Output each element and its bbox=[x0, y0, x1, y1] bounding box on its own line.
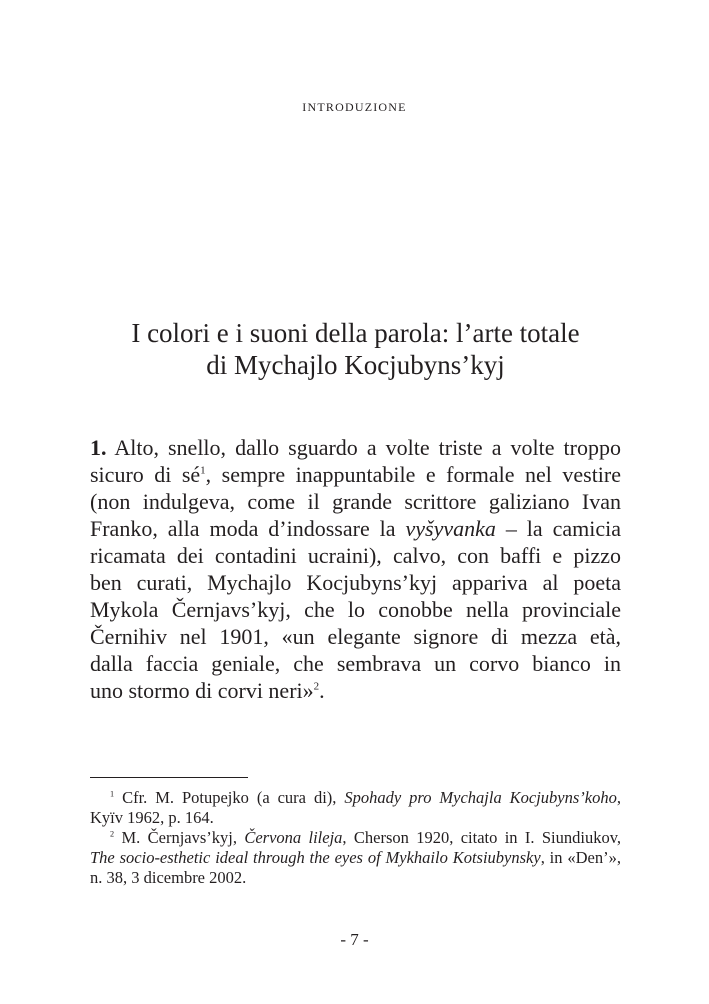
paragraph-line bbox=[90, 488, 621, 515]
footnote-text: M. Černjavs’kyj, bbox=[114, 828, 245, 847]
footnote-text: Kyïv 1962, p. 164. bbox=[90, 808, 214, 827]
italic-term: vyšyvanka bbox=[405, 516, 496, 541]
footnote-marker: 2 bbox=[110, 829, 115, 839]
chapter-title bbox=[90, 317, 621, 381]
footnote-2-line bbox=[90, 848, 621, 868]
footnote-2-line bbox=[90, 828, 621, 848]
paragraph-text: ricamata dei contadini ucraini), calvo, con baffi e pizzo bbox=[90, 543, 621, 568]
paragraph-text: Franko, alla moda d’indossare la bbox=[90, 516, 406, 541]
footnote-text: , in «Den’», bbox=[540, 848, 621, 867]
paragraph-text: ben curati, Mychajlo Kocjubyns’kyj appariva al poeta bbox=[90, 570, 621, 595]
footnote-reference[interactable]: 1 bbox=[200, 464, 206, 477]
paragraph-text: – la camicia bbox=[495, 516, 621, 541]
footnote-italic-title: The socio-esthetic ideal through the eyes of Mykhailo Kotsiubynsky bbox=[90, 848, 541, 867]
paragraph-line bbox=[90, 677, 621, 704]
footnote-italic-title: Spohady pro Mychajla Kocjubyns’koho bbox=[344, 788, 617, 807]
paragraph-line bbox=[90, 461, 621, 488]
paragraph-line bbox=[90, 650, 621, 677]
footnote-1-line bbox=[90, 788, 621, 808]
paragraph-number: 1. bbox=[90, 435, 107, 460]
paragraph-line bbox=[90, 596, 621, 623]
footnotes bbox=[90, 788, 621, 888]
paragraph-text: Alto, snello, dallo sguardo a volte triste a volte troppo bbox=[106, 435, 621, 460]
paragraph-line bbox=[90, 569, 621, 596]
footnote-marker: 1 bbox=[110, 789, 115, 799]
paragraph-text: Černihiv nel 1901, «un elegante signore di mezza età, bbox=[90, 624, 621, 649]
footnote-text: n. 38, 3 dicembre 2002. bbox=[90, 868, 247, 887]
paragraph-text: Mykola Černjavs’kyj, che lo conobbe nella provinciale bbox=[90, 597, 621, 622]
paragraph-text: dalla faccia geniale, che sembrava un corvo bianco in bbox=[90, 651, 621, 676]
paragraph-text: , sempre inappuntabile e formale nel vestire bbox=[205, 462, 622, 487]
running-head: introduzione bbox=[302, 96, 407, 115]
page-number: - 7 - bbox=[340, 930, 369, 949]
footnote-text: , Cherson 1920, citato in I. Siundiukov, bbox=[342, 828, 622, 847]
footnote-1-line bbox=[90, 808, 621, 828]
paragraph-text: . bbox=[319, 678, 325, 703]
paragraph-line bbox=[90, 434, 621, 461]
paragraph-text: uno stormo di corvi neri» bbox=[90, 678, 314, 703]
footnote-text: , bbox=[616, 788, 621, 807]
footnote-separator bbox=[90, 777, 248, 778]
chapter-title-line-1: I colori e i suoni della parola: l’arte totale bbox=[131, 318, 580, 348]
paragraph-line bbox=[90, 623, 621, 650]
paragraph-line bbox=[90, 515, 621, 542]
footnote-2-line bbox=[90, 868, 621, 888]
paragraph-text: sicuro di sé bbox=[90, 462, 201, 487]
chapter-title-line-2: di Mychajlo Kocjubyns’kyj bbox=[206, 350, 505, 380]
body-paragraph bbox=[90, 434, 621, 704]
footnote-italic-title: Červona lileja bbox=[244, 828, 343, 847]
footnote-text: Cfr. M. Potupejko (a cura di), bbox=[114, 788, 345, 807]
footnote-reference[interactable]: 2 bbox=[313, 680, 320, 693]
paragraph-text: (non indulgeva, come il grande scrittore galiziano Ivan bbox=[90, 489, 621, 514]
paragraph-line bbox=[90, 542, 621, 569]
